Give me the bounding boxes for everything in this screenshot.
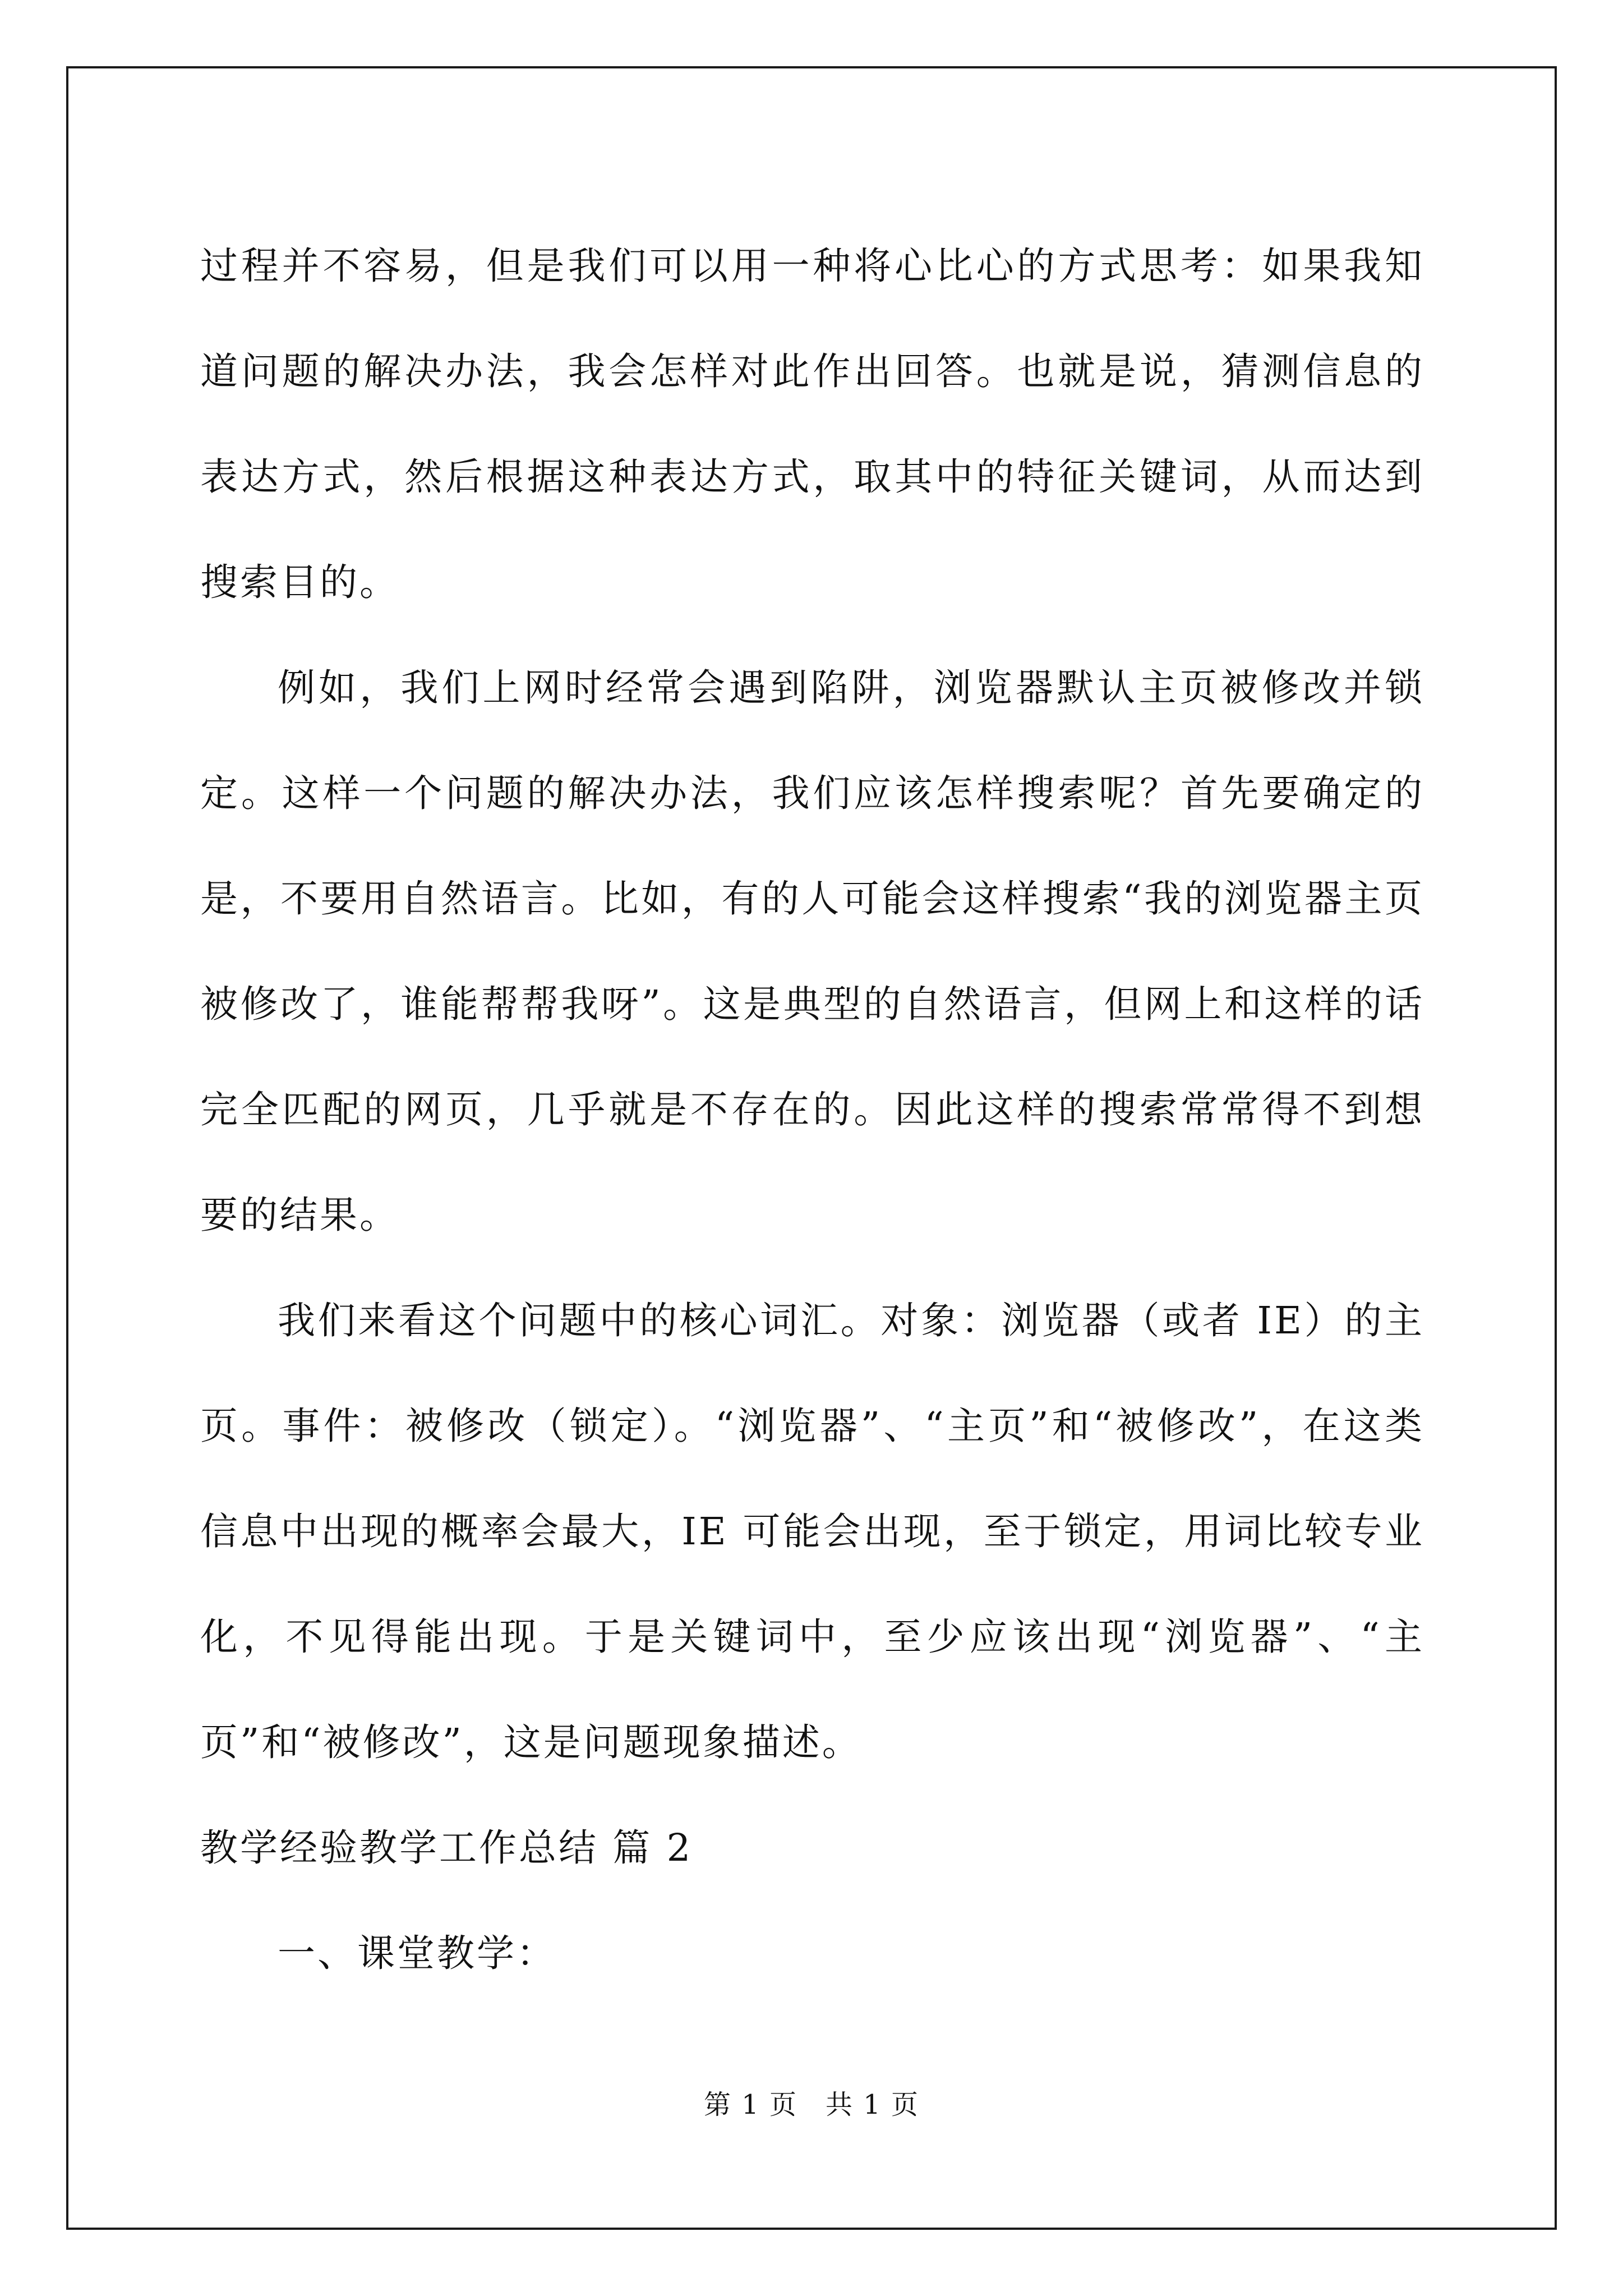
section-heading: 教学经验教学工作总结 篇 2 bbox=[200, 1826, 693, 1870]
document-body bbox=[200, 213, 1424, 2006]
paragraph-1: 过程并不容易，但是我们可以用一种将心比心的方式思考：如果我知道问题的解决办法，我会怎样对此作出回答。也就是说，猜测信息的表达方式，然后根据这种表达方式，取其中的特征关键词，从而达到搜索目的。 bbox=[200, 244, 1424, 604]
paragraph-3: 我们来看这个问题中的核心词汇。对象：浏览器（或者 IE）的主页。事件：被修改（锁定）。“浏览器”、“主页”和“被修改”，在这类信息中出现的概率会最大，IE 可能会出现，至于锁定，用词比较专业化，不见得能出现。于是关键词中，至少应该出现“浏览器”、“主页”和“被修改”，这是问题现象描述。 bbox=[200, 1299, 1424, 1764]
page-footer: 第 1 页 共 1 页 bbox=[703, 2089, 920, 2120]
paragraph-2: 例如，我们上网时经常会遇到陷阱，浏览器默认主页被修改并锁定。这样一个问题的解决办法，我们应该怎样搜索呢？首先要确定的是，不要用自然语言。比如，有的人可能会这样搜索“我的浏览器主页被修改了，谁能帮帮我呀”。这是典型的自然语言，但网上和这样的话完全匹配的网页，几乎就是不存在的。因此这样的搜索常常得不到想要的结果。 bbox=[200, 666, 1424, 1237]
subheading: 一、课堂教学： bbox=[278, 1931, 556, 1975]
